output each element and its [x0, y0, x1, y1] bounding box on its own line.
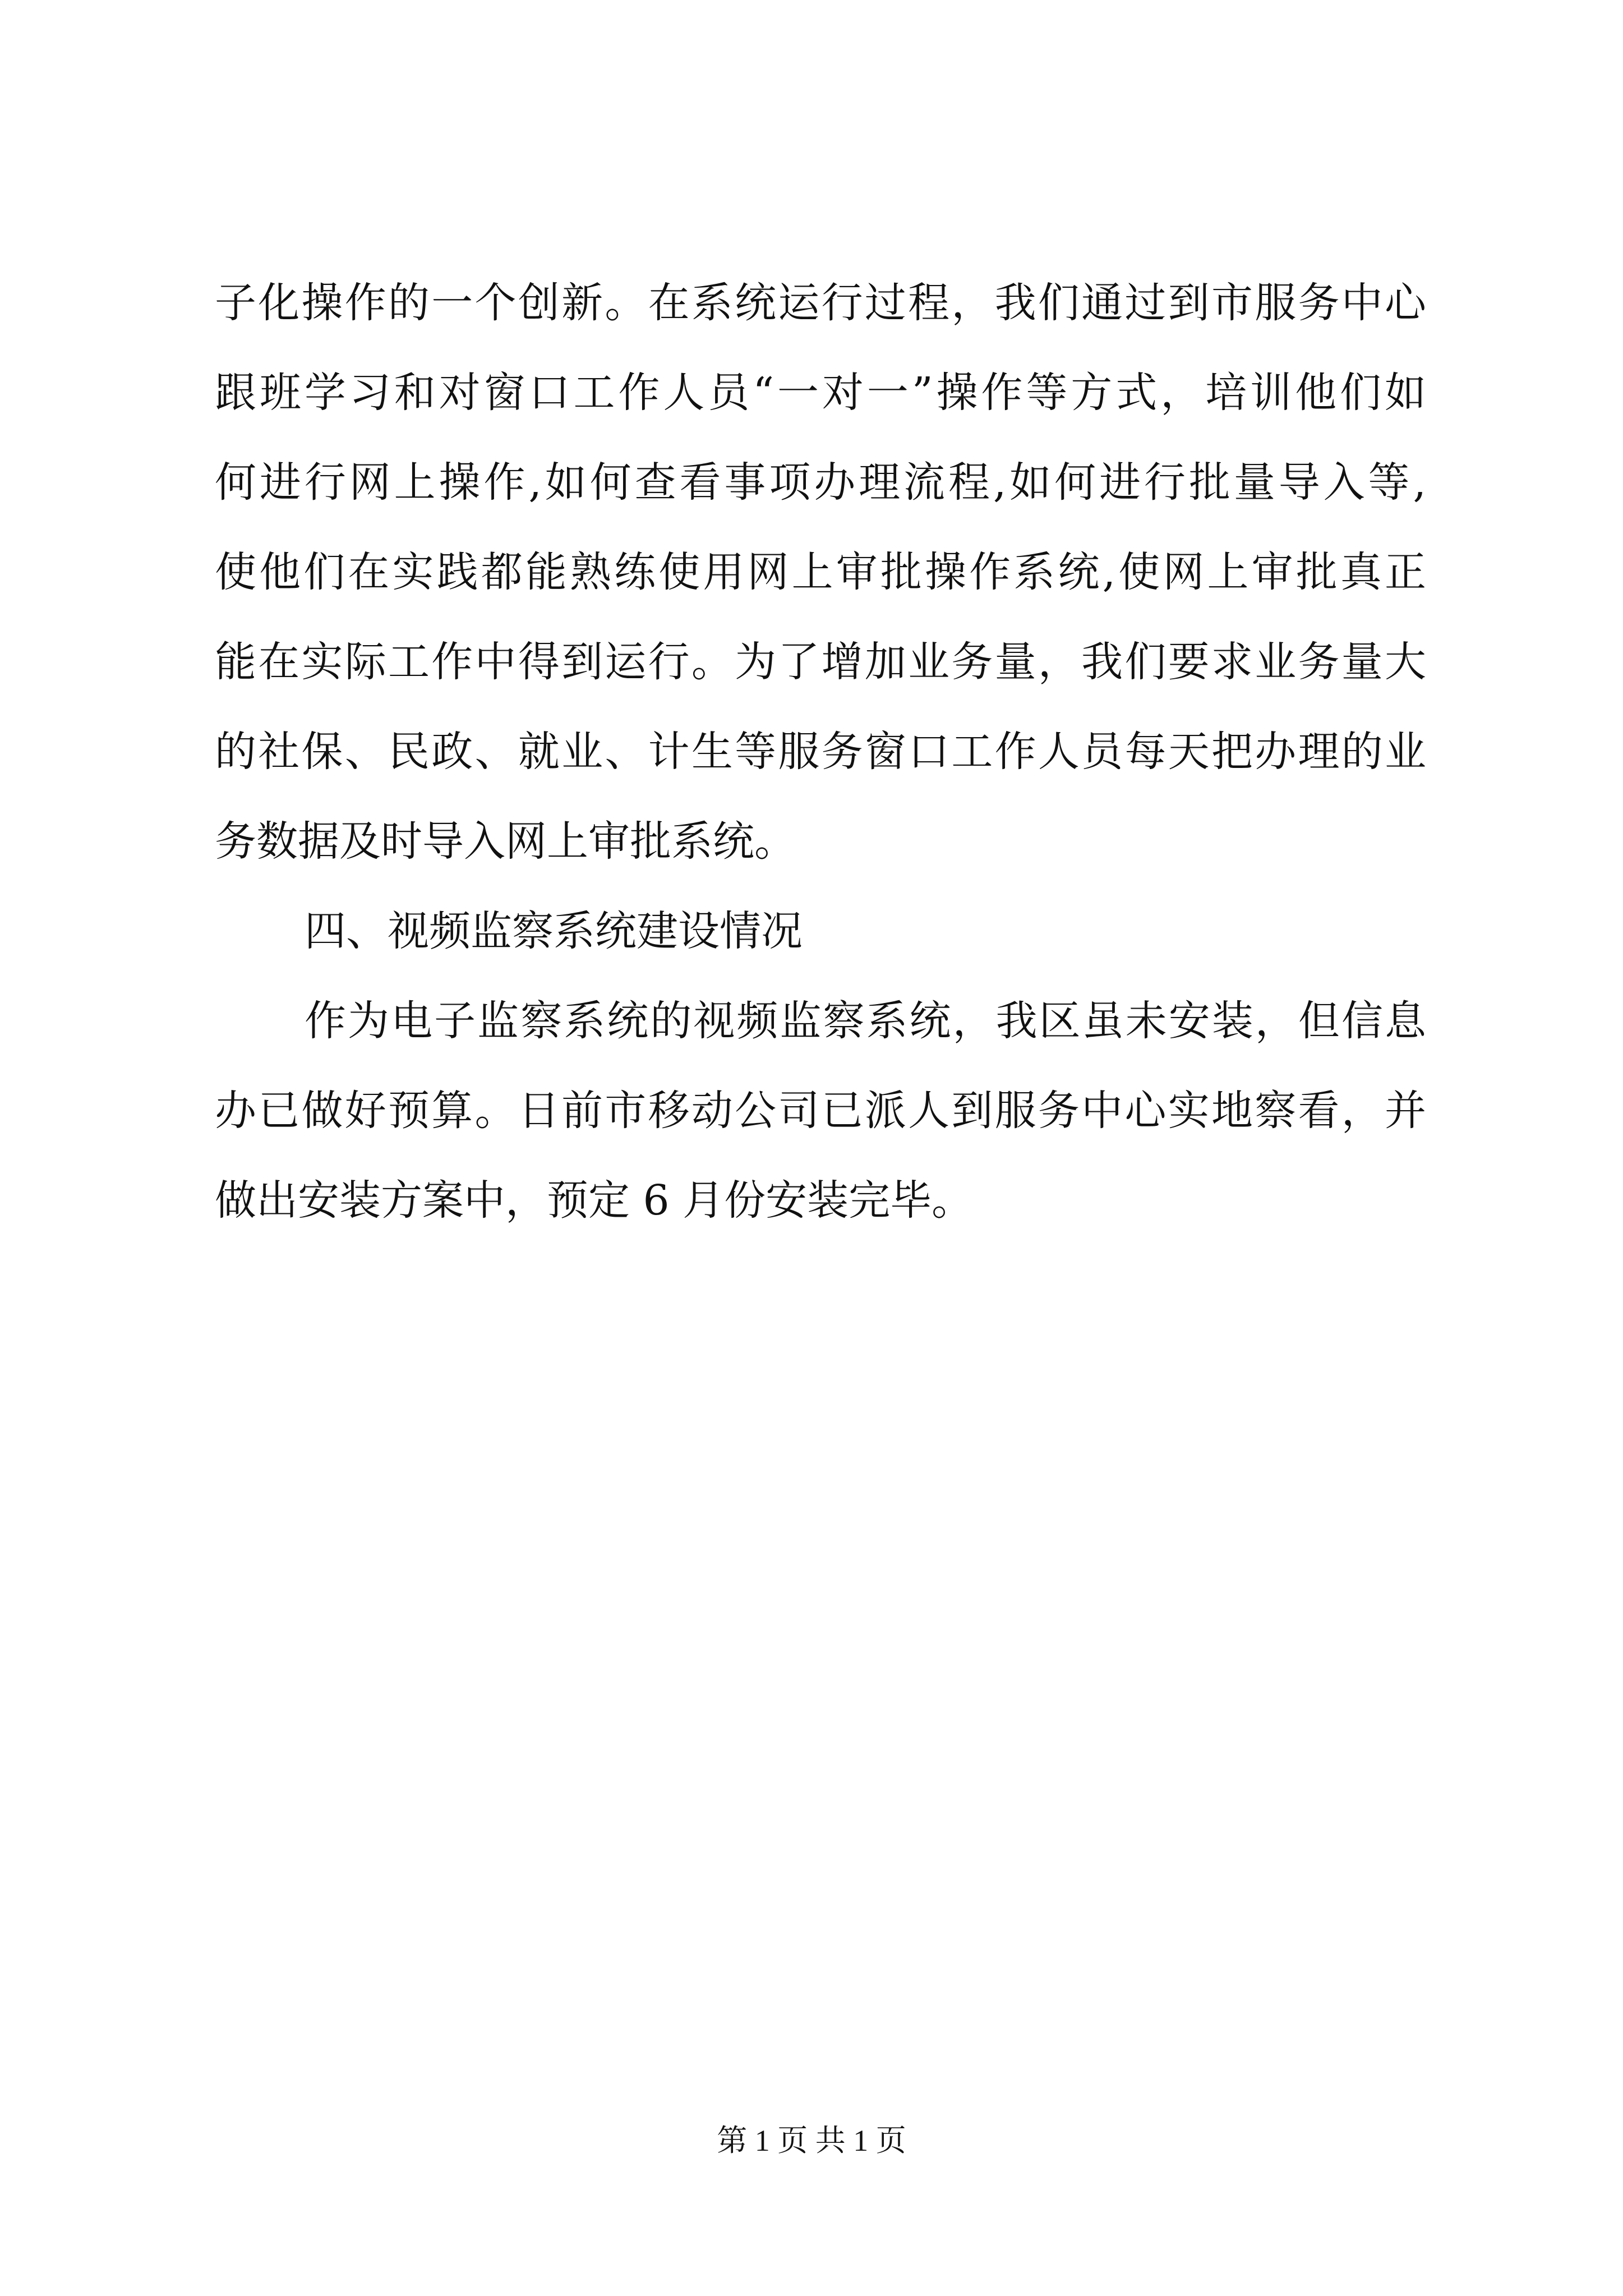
section-heading: 四、视频监察系统建设情况	[305, 907, 803, 955]
paragraph-line: 做出安装方案中，预定 6 月份安装完毕。	[215, 1176, 974, 1225]
paragraph-line: 跟班学习和对窗口工作人员“一对一”操作等方式，培训他们如	[215, 369, 1426, 417]
paragraph-line: 务数据及时导入网上审批系统。	[215, 817, 796, 866]
paragraph-video-monitoring	[215, 976, 1426, 1245]
paragraph-continued	[215, 258, 1426, 886]
paragraph-line: 使他们在实践都能熟练使用网上审批操作系统,使网上审批真正	[215, 548, 1426, 596]
paragraph-line: 子化操作的一个创新。在系统运行过程，我们通过到市服务中心	[215, 279, 1426, 327]
page-number-footer: 第 1 页 共 1 页	[717, 2124, 906, 2157]
paragraph-line: 何进行网上操作,如何查看事项办理流程,如何进行批量导入等,	[215, 458, 1426, 507]
paragraph-line: 的社保、民政、就业、计生等服务窗口工作人员每天把办理的业	[215, 728, 1426, 776]
paragraph-line: 办已做好预算。日前市移动公司已派人到服务中心实地察看，并	[215, 1087, 1426, 1135]
paragraph-line: 作为电子监察系统的视频监察系统，我区虽未安装，但信息	[305, 997, 1426, 1045]
document-body	[215, 258, 1426, 1245]
paragraph-line: 能在实际工作中得到运行。为了增加业务量，我们要求业务量大	[215, 638, 1426, 686]
